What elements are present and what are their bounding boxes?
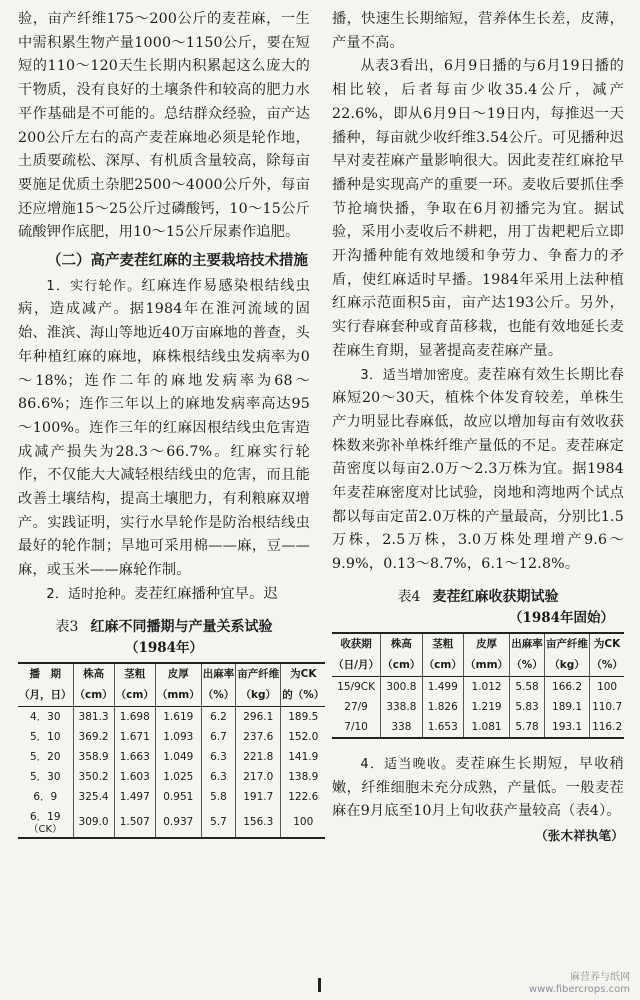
table-cell: 296.1 xyxy=(236,706,281,727)
table-row xyxy=(332,697,624,717)
site-watermark xyxy=(529,972,630,996)
table-row xyxy=(18,727,325,747)
table4-header: 亩产纤维 xyxy=(544,633,589,654)
table-cell: 300.8 xyxy=(381,676,422,697)
table-cell: 381.3 xyxy=(73,706,114,727)
table-cell: 110.7 xyxy=(592,700,623,713)
table-cell: 1.219 xyxy=(463,697,509,717)
table4-unit: （mm） xyxy=(463,654,509,677)
right-column xyxy=(332,8,624,848)
paragraph-late-sowing: 播，快速生长期缩短，营养体生长差，皮薄，产量不高。 xyxy=(332,11,624,51)
table4-unit: （cm） xyxy=(381,654,422,677)
table-cell-date: 6．19 xyxy=(29,810,61,823)
table3-label: 表3 xyxy=(55,618,79,635)
table4-unit: （cm） xyxy=(422,654,463,677)
table3-unit-row xyxy=(18,684,325,707)
table-row xyxy=(18,787,325,807)
paragraph-timely-sowing xyxy=(18,583,310,607)
table-cell: 369.2 xyxy=(73,727,114,747)
table3-header: 茎粗 xyxy=(114,663,155,684)
paragraph-rotation-text: 红麻连作易感染根结线虫病，造成减产。据1984年在淮河流域的固始、淮滨、海山等地近40万亩麻地的普查，头年种植红麻的麻地，麻株根结线虫发病率为0～18%；连作二年的麻地发病率为68～86.6%；连作三年以上的麻地发病率高达95～100%。连作三年的红麻因根结线虫危害造成减产损失为28.3～66.7%。红麻实行轮作，不仅能大大减轻根结线虫的危害，而且能改善土壤结构，提高土壤肥力，有利粮麻双增产。实践证明，实行水旱轮作是防治根结线虫最好的轮作制；旱地可采用棉——麻，豆——麻，或玉米——麻轮作制。 xyxy=(18,277,311,579)
table-cell: 338 xyxy=(381,717,422,738)
table-cell: 217.0 xyxy=(236,767,281,787)
table-cell: 1.049 xyxy=(155,747,201,767)
item-lead-harvest: 4．适当晚收。 xyxy=(360,756,456,772)
table-cell: 221.8 xyxy=(236,747,281,767)
table4-subtitle: （1984年固始） xyxy=(508,609,614,626)
item-lead-density: 3．适当增加密度。 xyxy=(360,367,478,383)
table3-unit: （mm） xyxy=(155,684,201,707)
table3-unit: 的（%） xyxy=(281,684,326,707)
table-cell: 5.58 xyxy=(510,676,545,697)
table4-label: 表4 xyxy=(397,588,421,605)
table-cell: 1.619 xyxy=(155,706,201,727)
table-cell: 5．10 xyxy=(18,727,73,747)
table-cell: 6.2 xyxy=(201,706,236,727)
table-cell: 27/9 xyxy=(332,697,381,717)
table-cell: 1.499 xyxy=(422,676,463,697)
table3-header-row xyxy=(18,663,325,684)
table-cell: 1.012 xyxy=(463,676,509,697)
table-row xyxy=(18,767,325,787)
table-cell: 116.2 xyxy=(590,717,624,738)
table-row xyxy=(18,706,325,727)
table-cell: 6.3 xyxy=(201,747,236,767)
table3-header: 皮厚 xyxy=(155,663,201,684)
watermark-name: 麻营养与纸网 xyxy=(570,972,630,983)
table3-title: 红麻不同播期与产量关系试验 xyxy=(90,618,273,635)
table-cell: 152.0 xyxy=(288,730,319,743)
table-cell: 338.8 xyxy=(381,697,422,717)
table4-header: 为CK xyxy=(590,633,624,654)
table-row xyxy=(18,747,325,767)
item-lead-sowing: 2．适时抢种。 xyxy=(46,586,135,602)
paragraph-rotation xyxy=(18,275,310,583)
section-heading: （二）高产麦茬红麻的主要栽培技术措施 xyxy=(47,252,308,270)
table-cell: 1.653 xyxy=(422,717,463,738)
watermark-url: www.fibercrops.com xyxy=(528,984,630,995)
paragraph-density xyxy=(332,364,624,577)
table3-subtitle: （1984年） xyxy=(124,639,204,656)
table4-unit-row xyxy=(332,654,624,677)
table-cell: 1.507 xyxy=(114,807,155,838)
table-cell: 122.6 xyxy=(288,790,319,803)
table-row xyxy=(332,717,624,738)
table-cell: 1.663 xyxy=(114,747,155,767)
table-cell: 5．30 xyxy=(18,767,73,787)
table-cell: 191.7 xyxy=(236,787,281,807)
table-cell: 189.5 xyxy=(288,710,319,723)
table4-unit: （kg） xyxy=(544,654,589,677)
table-cell: 100 xyxy=(281,807,326,838)
table-cell: 6.7 xyxy=(201,727,236,747)
table-cell: 1.826 xyxy=(422,697,463,717)
paragraph-harvest-text: 麦茬麻生长期短，早收稍嫩，纤维细胞未充分成熟，产量低。一般麦茬麻在9月底至10月上旬收获产量较高（表4）。 xyxy=(332,755,625,820)
paragraph-sowing-text: 麦茬红麻播种宜早。迟 xyxy=(134,585,278,602)
table-cell: 6．9 xyxy=(18,787,73,807)
table3-unit: （kg） xyxy=(236,684,281,707)
table-cell: 1.093 xyxy=(155,727,201,747)
table-cell: 1.603 xyxy=(114,767,155,787)
table-row xyxy=(332,676,624,697)
table-cell: 1.671 xyxy=(114,727,155,747)
table-cell: 6.3 xyxy=(201,767,236,787)
table-cell: 325.4 xyxy=(73,787,114,807)
table-cell: 350.2 xyxy=(73,767,114,787)
table-cell: 189.1 xyxy=(544,697,589,717)
table4 xyxy=(332,632,624,739)
table4-header: 皮厚 xyxy=(463,633,509,654)
table4-title: 麦茬红麻收获期试验 xyxy=(432,588,559,605)
table3-header: 亩产纤维 xyxy=(236,663,281,684)
table3-unit: （cm） xyxy=(114,684,155,707)
table4-header: 出麻率 xyxy=(510,633,545,654)
table-cell: 5.8 xyxy=(201,787,236,807)
table3-unit: （%） xyxy=(201,684,236,707)
paragraph-late-harvest xyxy=(332,753,625,843)
table-cell: 237.6 xyxy=(236,727,281,747)
table-cell: 7/10 xyxy=(332,717,381,738)
table-cell: 5.78 xyxy=(510,717,545,738)
table-cell: 156.3 xyxy=(236,807,281,838)
table-cell: 15/9CK xyxy=(332,676,381,697)
ck-mark: （CK） xyxy=(28,823,63,835)
table3-caption xyxy=(18,617,310,638)
item-lead-rotation: 1．实行轮作。 xyxy=(46,278,142,294)
table-cell: 0.937 xyxy=(155,807,201,838)
table-cell: 5.83 xyxy=(510,697,545,717)
table-row xyxy=(18,807,325,838)
table-cell: 141.9 xyxy=(288,750,319,763)
table4-header-row xyxy=(332,633,624,654)
table-cell: 193.1 xyxy=(544,717,589,738)
table-cell: 138.9 xyxy=(288,770,319,783)
table-cell: 1.081 xyxy=(463,717,509,738)
table-cell: 1.698 xyxy=(114,706,155,727)
page-mark xyxy=(318,978,321,992)
table3 xyxy=(18,662,325,839)
table-cell: 5．20 xyxy=(18,747,73,767)
table-cell: 1.497 xyxy=(114,787,155,807)
table3-header: 出麻率 xyxy=(201,663,236,684)
left-column xyxy=(18,8,325,839)
table3-header: 株高 xyxy=(73,663,114,684)
table4-header: 茎粗 xyxy=(422,633,463,654)
table-cell: 100 xyxy=(597,680,618,693)
table-cell: 358.9 xyxy=(73,747,114,767)
table-cell: 166.2 xyxy=(544,676,589,697)
table4-caption xyxy=(332,587,624,608)
table-cell: 309.0 xyxy=(73,807,114,838)
table-cell: 4．30 xyxy=(18,706,73,727)
table3-header: 播 期 xyxy=(18,663,73,684)
author-credit: （张木祥执笔） xyxy=(535,827,624,843)
table-cell xyxy=(18,807,73,838)
table3-unit: （月，日） xyxy=(18,684,73,707)
paragraph-fertility: 验，亩产纤维175～200公斤的麦茬麻，一生中需积累生物产量1000～1150公斤，要在短短的110～120天生长期内积累起这么庞大的干物质，没有良好的土壤条件和较高的肥力水平作基础是不可能的。总结群众经验，亩产达200公斤左右的高产麦茬麻地必须是轮作地，土质要疏松、深厚、有机质含量较高，除每亩要施足优质土杂肥2500～4000公斤外，每亩还应增施15～25公斤过磷酸钙，10～15公斤硫酸钾作底肥，用10～15公斤尿素作追肥。 xyxy=(18,11,310,241)
paragraph-table3-analysis: 从表3看出，6月9日播的与6月19日播的相比较，后者每亩少收35.4公斤，减产22.6%，即从6月9日～19日内，每推迟一天播种，每亩就少收纤维3.54公斤。可见播种迟早对麦茬麻产量影响很大。因此麦茬红麻抢早播种是实现高产的重要一环。麦收后要抓住季节抢墒快播，争取在6月初播完为宜。据试验，采用小麦收后不耕耙，用丁齿耙耙后立即开沟播种能有效地缓和争劳力、争畜力的矛盾，使红麻适时早播。1984年采用上法种植红麻示范面积5亩，亩产达193公斤。另外，实行春麻套种或育苗移栽，也能有效地延长麦茬麻生育期，显著提高麦茬麻产量。 xyxy=(332,58,624,359)
table-cell: 1.025 xyxy=(155,767,201,787)
table-cell: 0.951 xyxy=(155,787,201,807)
table3-header: 为CK xyxy=(281,663,326,684)
paragraph-density-text: 麦茬麻有效生长期比春麻短20～30天，植株个体发育较差，单株生产力明显比春麻低，故应以增加每亩有效收获株数来弥补单株纤维产量低的不足。麦茬麻定苗密度以每亩2.0万～2.3万株为宜。据1984年麦茬麻密度对比试验，岗地和湾地两个试点都以每亩定苗2.0万株的产量最高，分别比1.5万株，2.5万株，3.0万株处理增产9.6～9.9%，0.13～8.7%，6.1～12.8%。 xyxy=(332,366,624,573)
table4-header: 收获期 xyxy=(332,633,381,654)
table3-unit: （cm） xyxy=(73,684,114,707)
table4-header: 株高 xyxy=(381,633,422,654)
table4-unit: （日/月） xyxy=(332,654,381,677)
table-cell: 5.7 xyxy=(201,807,236,838)
table4-unit: （%） xyxy=(510,654,545,677)
table4-unit: （%） xyxy=(590,654,624,677)
